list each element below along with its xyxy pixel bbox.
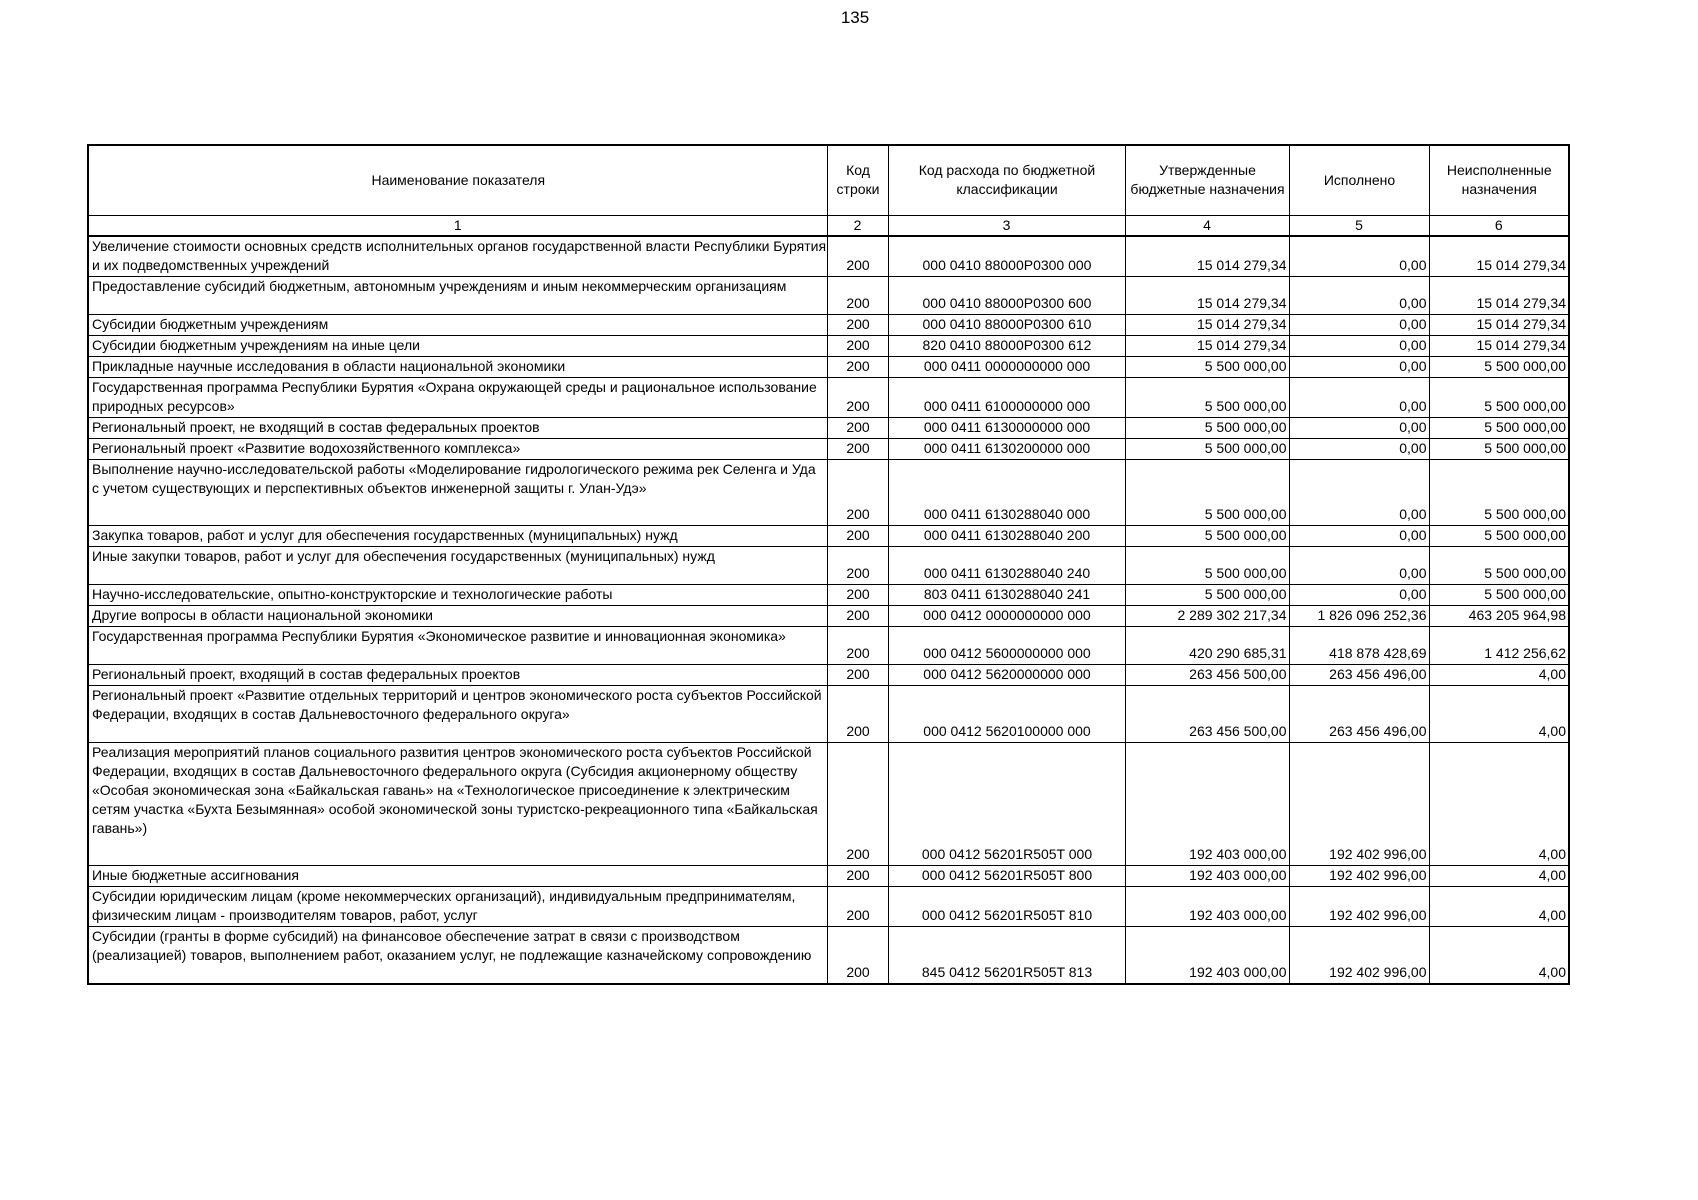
unexecuted-amount: 5 500 000,00 bbox=[1429, 439, 1569, 460]
column-number: 4 bbox=[1125, 216, 1289, 237]
row-name: Реализация мероприятий планов социального развития центров экономического роста субъектов Российской Федерации, входящих в состав Дальневосточного федерального округа (Субсидия акционерному обществу «Особая экономическая зона «Байкальская гавань» на «Технологическое присоединение к электрическим сетям участка «Бухта Безымянная» особой экономической зоны туристско-рекреационного типа «Байкальская гавань») bbox=[88, 743, 827, 866]
row-name: Субсидии бюджетным учреждениям bbox=[88, 315, 827, 336]
unexecuted-amount: 4,00 bbox=[1429, 887, 1569, 927]
column-number: 2 bbox=[827, 216, 888, 237]
table-row bbox=[88, 277, 1569, 315]
header-class-code: Код расхода по бюджетной классификации bbox=[888, 145, 1125, 216]
table-body bbox=[88, 236, 1569, 984]
unexecuted-amount: 5 500 000,00 bbox=[1429, 585, 1569, 606]
classification-code: 000 0410 88000P0300 600 bbox=[888, 277, 1125, 315]
executed-amount: 0,00 bbox=[1289, 357, 1429, 378]
executed-amount: 0,00 bbox=[1289, 547, 1429, 585]
executed-amount: 263 456 496,00 bbox=[1289, 665, 1429, 686]
unexecuted-amount: 15 014 279,34 bbox=[1429, 277, 1569, 315]
row-name: Субсидии (гранты в форме субсидий) на финансовое обеспечение затрат в связи с производством (реализацией) товаров, выполнением работ, оказанием услуг, не подлежащие казначейскому сопровождению bbox=[88, 927, 827, 984]
classification-code: 000 0411 6100000000 000 bbox=[888, 378, 1125, 418]
row-code: 200 bbox=[827, 547, 888, 585]
row-code: 200 bbox=[827, 418, 888, 439]
classification-code: 803 0411 6130288040 241 bbox=[888, 585, 1125, 606]
table-row bbox=[88, 927, 1569, 984]
unexecuted-amount: 4,00 bbox=[1429, 686, 1569, 743]
unexecuted-amount: 5 500 000,00 bbox=[1429, 460, 1569, 526]
approved-amount: 5 500 000,00 bbox=[1125, 585, 1289, 606]
classification-code: 820 0410 88000P0300 612 bbox=[888, 336, 1125, 357]
approved-amount: 2 289 302 217,34 bbox=[1125, 606, 1289, 627]
classification-code: 000 0410 88000P0300 000 bbox=[888, 236, 1125, 277]
table-row bbox=[88, 866, 1569, 887]
row-code: 200 bbox=[827, 606, 888, 627]
row-name: Региональный проект, входящий в состав федеральных проектов bbox=[88, 665, 827, 686]
approved-amount: 420 290 685,31 bbox=[1125, 627, 1289, 665]
table-row bbox=[88, 627, 1569, 665]
row-code: 200 bbox=[827, 315, 888, 336]
approved-amount: 192 403 000,00 bbox=[1125, 743, 1289, 866]
column-number-row bbox=[88, 216, 1569, 237]
unexecuted-amount: 15 014 279,34 bbox=[1429, 315, 1569, 336]
unexecuted-amount: 1 412 256,62 bbox=[1429, 627, 1569, 665]
approved-amount: 192 403 000,00 bbox=[1125, 866, 1289, 887]
row-name: Иные бюджетные ассигнования bbox=[88, 866, 827, 887]
approved-amount: 15 014 279,34 bbox=[1125, 315, 1289, 336]
classification-code: 000 0411 6130288040 000 bbox=[888, 460, 1125, 526]
classification-code: 000 0412 0000000000 000 bbox=[888, 606, 1125, 627]
unexecuted-amount: 4,00 bbox=[1429, 927, 1569, 984]
row-name: Закупка товаров, работ и услуг для обеспечения государственных (муниципальных) нужд bbox=[88, 526, 827, 547]
executed-amount: 0,00 bbox=[1289, 336, 1429, 357]
approved-amount: 5 500 000,00 bbox=[1125, 418, 1289, 439]
executed-amount: 0,00 bbox=[1289, 277, 1429, 315]
table-row bbox=[88, 547, 1569, 585]
row-name: Государственная программа Республики Бурятия «Охрана окружающей среды и рациональное использование природных ресурсов» bbox=[88, 378, 827, 418]
approved-amount: 5 500 000,00 bbox=[1125, 439, 1289, 460]
classification-code: 000 0412 56201R505T 000 bbox=[888, 743, 1125, 866]
row-code: 200 bbox=[827, 887, 888, 927]
executed-amount: 192 402 996,00 bbox=[1289, 927, 1429, 984]
classification-code: 000 0412 5600000000 000 bbox=[888, 627, 1125, 665]
row-name: Региональный проект, не входящий в состав федеральных проектов bbox=[88, 418, 827, 439]
executed-amount: 0,00 bbox=[1289, 418, 1429, 439]
table-row bbox=[88, 315, 1569, 336]
unexecuted-amount: 4,00 bbox=[1429, 665, 1569, 686]
unexecuted-amount: 5 500 000,00 bbox=[1429, 526, 1569, 547]
budget-execution-table bbox=[87, 144, 1570, 985]
executed-amount: 0,00 bbox=[1289, 460, 1429, 526]
classification-code: 000 0411 6130200000 000 bbox=[888, 439, 1125, 460]
row-code: 200 bbox=[827, 460, 888, 526]
table-row bbox=[88, 526, 1569, 547]
unexecuted-amount: 4,00 bbox=[1429, 866, 1569, 887]
column-number: 6 bbox=[1429, 216, 1569, 237]
unexecuted-amount: 5 500 000,00 bbox=[1429, 378, 1569, 418]
unexecuted-amount: 5 500 000,00 bbox=[1429, 357, 1569, 378]
classification-code: 000 0411 6130288040 240 bbox=[888, 547, 1125, 585]
header-executed: Исполнено bbox=[1289, 145, 1429, 216]
table-row bbox=[88, 887, 1569, 927]
row-name: Предоставление субсидий бюджетным, автономным учреждениям и иным некоммерческим организациям bbox=[88, 277, 827, 315]
column-number: 3 bbox=[888, 216, 1125, 237]
classification-code: 000 0412 56201R505T 800 bbox=[888, 866, 1125, 887]
unexecuted-amount: 5 500 000,00 bbox=[1429, 418, 1569, 439]
table-row bbox=[88, 418, 1569, 439]
executed-amount: 263 456 496,00 bbox=[1289, 686, 1429, 743]
row-name: Государственная программа Республики Бурятия «Экономическое развитие и инновационная экономика» bbox=[88, 627, 827, 665]
classification-code: 845 0412 56201R505T 813 bbox=[888, 927, 1125, 984]
executed-amount: 0,00 bbox=[1289, 439, 1429, 460]
table-row bbox=[88, 606, 1569, 627]
approved-amount: 5 500 000,00 bbox=[1125, 357, 1289, 378]
executed-amount: 0,00 bbox=[1289, 378, 1429, 418]
approved-amount: 263 456 500,00 bbox=[1125, 665, 1289, 686]
table-row bbox=[88, 439, 1569, 460]
unexecuted-amount: 5 500 000,00 bbox=[1429, 547, 1569, 585]
executed-amount: 192 402 996,00 bbox=[1289, 887, 1429, 927]
executed-amount: 192 402 996,00 bbox=[1289, 743, 1429, 866]
table-row bbox=[88, 236, 1569, 277]
row-name: Субсидии юридическим лицам (кроме некоммерческих организаций), индивидуальным предпринимателям, физическим лицам - производителям товаров, работ, услуг bbox=[88, 887, 827, 927]
table-row bbox=[88, 378, 1569, 418]
executed-amount: 0,00 bbox=[1289, 315, 1429, 336]
classification-code: 000 0410 88000P0300 610 bbox=[888, 315, 1125, 336]
row-code: 200 bbox=[827, 236, 888, 277]
table-row bbox=[88, 336, 1569, 357]
approved-amount: 15 014 279,34 bbox=[1125, 277, 1289, 315]
row-name: Увеличение стоимости основных средств исполнительных органов государственной власти Республики Бурятия и их подведомственных учреждений bbox=[88, 236, 827, 277]
table-row bbox=[88, 460, 1569, 526]
row-code: 200 bbox=[827, 439, 888, 460]
header-name: Наименование показателя bbox=[88, 145, 827, 216]
table-row bbox=[88, 686, 1569, 743]
row-name: Прикладные научные исследования в области национальной экономики bbox=[88, 357, 827, 378]
page-number: 135 bbox=[840, 8, 870, 27]
row-code: 200 bbox=[827, 665, 888, 686]
header-row-code: Код строки bbox=[827, 145, 888, 216]
approved-amount: 192 403 000,00 bbox=[1125, 887, 1289, 927]
row-code: 200 bbox=[827, 627, 888, 665]
unexecuted-amount: 4,00 bbox=[1429, 743, 1569, 866]
row-code: 200 bbox=[827, 526, 888, 547]
approved-amount: 263 456 500,00 bbox=[1125, 686, 1289, 743]
row-name: Региональный проект «Развитие отдельных территорий и центров экономического роста субъектов Российской Федерации, входящих в состав Дальневосточного федерального округа» bbox=[88, 686, 827, 743]
approved-amount: 5 500 000,00 bbox=[1125, 547, 1289, 585]
approved-amount: 15 014 279,34 bbox=[1125, 336, 1289, 357]
approved-amount: 15 014 279,34 bbox=[1125, 236, 1289, 277]
row-name: Иные закупки товаров, работ и услуг для обеспечения государственных (муниципальных) нужд bbox=[88, 547, 827, 585]
table-header-row bbox=[88, 145, 1569, 216]
row-name: Субсидии бюджетным учреждениям на иные цели bbox=[88, 336, 827, 357]
approved-amount: 5 500 000,00 bbox=[1125, 378, 1289, 418]
row-code: 200 bbox=[827, 378, 888, 418]
row-code: 200 bbox=[827, 866, 888, 887]
header-approved: Утвержденные бюджетные назначения bbox=[1125, 145, 1289, 216]
classification-code: 000 0412 56201R505T 810 bbox=[888, 887, 1125, 927]
column-number: 1 bbox=[88, 216, 827, 237]
row-code: 200 bbox=[827, 686, 888, 743]
table-row bbox=[88, 357, 1569, 378]
approved-amount: 5 500 000,00 bbox=[1125, 526, 1289, 547]
executed-amount: 0,00 bbox=[1289, 236, 1429, 277]
unexecuted-amount: 463 205 964,98 bbox=[1429, 606, 1569, 627]
table-row bbox=[88, 665, 1569, 686]
classification-code: 000 0411 6130000000 000 bbox=[888, 418, 1125, 439]
row-code: 200 bbox=[827, 277, 888, 315]
executed-amount: 418 878 428,69 bbox=[1289, 627, 1429, 665]
row-code: 200 bbox=[827, 357, 888, 378]
table-row bbox=[88, 743, 1569, 866]
classification-code: 000 0412 5620100000 000 bbox=[888, 686, 1125, 743]
row-code: 200 bbox=[827, 743, 888, 866]
row-code: 200 bbox=[827, 585, 888, 606]
row-name: Научно-исследовательские, опытно-конструкторские и технологические работы bbox=[88, 585, 827, 606]
approved-amount: 5 500 000,00 bbox=[1125, 460, 1289, 526]
column-number: 5 bbox=[1289, 216, 1429, 237]
classification-code: 000 0411 0000000000 000 bbox=[888, 357, 1125, 378]
row-name: Другие вопросы в области национальной экономики bbox=[88, 606, 827, 627]
unexecuted-amount: 15 014 279,34 bbox=[1429, 336, 1569, 357]
header-unexecuted: Неисполненные назначения bbox=[1429, 145, 1569, 216]
row-name: Выполнение научно-исследовательской работы «Моделирование гидрологического режима рек Селенга и Уда с учетом существующих и перспективных объектов инженерной защиты г. Улан-Удэ» bbox=[88, 460, 827, 526]
classification-code: 000 0411 6130288040 200 bbox=[888, 526, 1125, 547]
row-name: Региональный проект «Развитие водохозяйственного комплекса» bbox=[88, 439, 827, 460]
executed-amount: 1 826 096 252,36 bbox=[1289, 606, 1429, 627]
row-code: 200 bbox=[827, 927, 888, 984]
table-row bbox=[88, 585, 1569, 606]
approved-amount: 192 403 000,00 bbox=[1125, 927, 1289, 984]
executed-amount: 192 402 996,00 bbox=[1289, 866, 1429, 887]
unexecuted-amount: 15 014 279,34 bbox=[1429, 236, 1569, 277]
executed-amount: 0,00 bbox=[1289, 585, 1429, 606]
row-code: 200 bbox=[827, 336, 888, 357]
classification-code: 000 0412 5620000000 000 bbox=[888, 665, 1125, 686]
executed-amount: 0,00 bbox=[1289, 526, 1429, 547]
